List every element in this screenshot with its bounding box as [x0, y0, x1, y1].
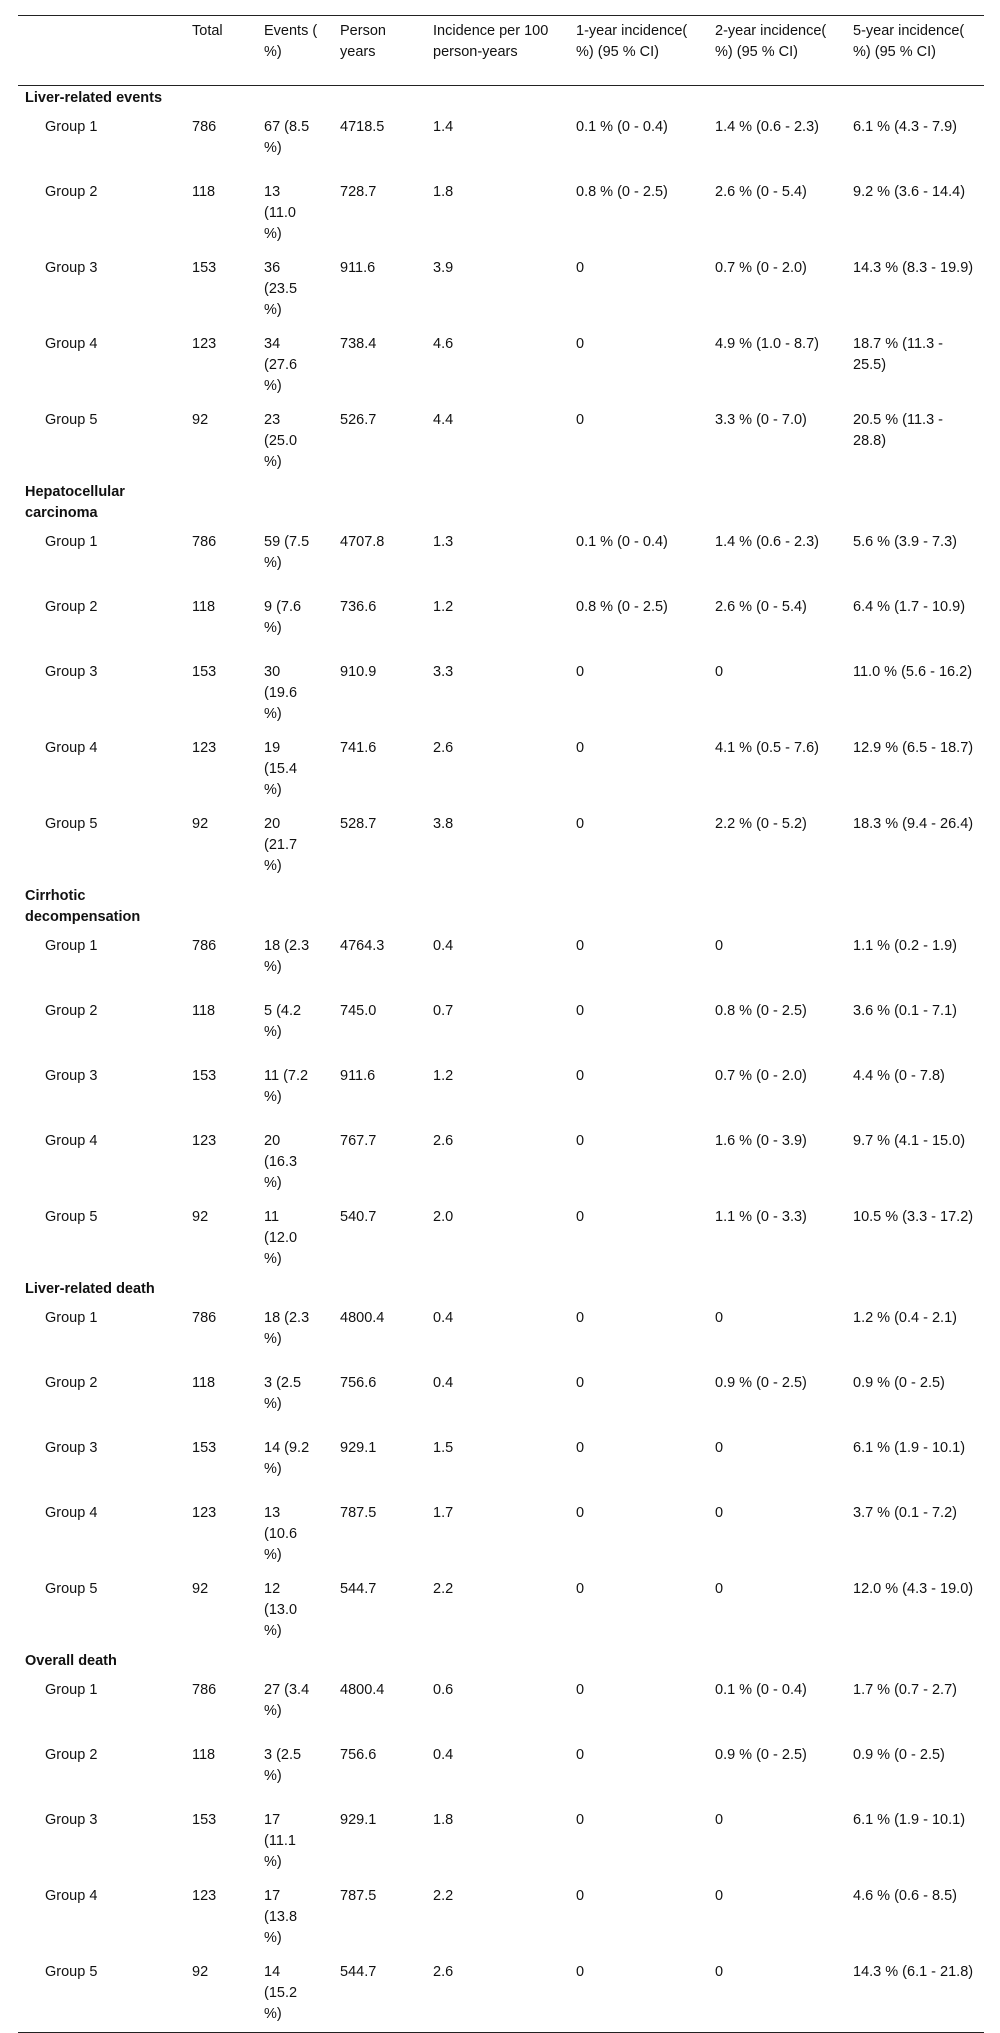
section-empty-cell	[708, 1649, 846, 1674]
cell-incidence-2-year: 0	[715, 1888, 724, 1904]
cell-incidence-per-100: 1.5	[433, 1440, 454, 1456]
cell-group-name: Group 1	[45, 1310, 98, 1326]
cell-incidence-1-year: 0	[576, 1505, 585, 1521]
section-title: Hepatocellular carcinoma	[25, 484, 125, 521]
cell-events: 3 (2.5 %)	[264, 1375, 302, 1412]
table-row	[18, 1367, 984, 1432]
cell-incidence-5-year: 6.4 % (1.7 - 10.9)	[853, 599, 966, 615]
cell-person-years: 929.1	[340, 1812, 377, 1828]
cell-total: 123	[192, 1505, 217, 1521]
cell-incidence-per-100: 3.3	[433, 664, 454, 680]
cell-events: 13 (11.0 %)	[264, 184, 296, 242]
cell-incidence-2-year: 0.8 % (0 - 2.5)	[715, 1003, 807, 1019]
cell-incidence-2-year: 2.6 % (0 - 5.4)	[715, 184, 807, 200]
cell-incidence-5-year: 4.6 % (0.6 - 8.5)	[853, 1888, 957, 1904]
cell-incidence-1-year: 0	[576, 1209, 585, 1225]
cell-incidence-1-year: 0.1 % (0 - 0.4)	[576, 119, 668, 135]
table-header	[18, 16, 984, 86]
cell-total: 153	[192, 1440, 217, 1456]
section-empty-cell	[333, 480, 426, 526]
cell-incidence-2-year: 0	[715, 1505, 724, 1521]
cell-total: 786	[192, 1682, 217, 1698]
section-empty-cell	[846, 884, 984, 930]
section-empty-cell	[708, 86, 846, 112]
table-row	[18, 111, 984, 176]
cell-incidence-2-year: 1.1 % (0 - 3.3)	[715, 1209, 807, 1225]
cell-incidence-1-year: 0	[576, 938, 585, 954]
cell-total: 118	[192, 1375, 216, 1391]
cell-incidence-1-year: 0	[576, 1310, 585, 1326]
section-empty-cell	[846, 480, 984, 526]
cell-person-years: 4764.3	[340, 938, 385, 954]
cell-incidence-2-year: 0.7 % (0 - 2.0)	[715, 260, 807, 276]
section-empty-cell	[708, 884, 846, 930]
cell-incidence-1-year: 0	[576, 664, 585, 680]
cell-person-years: 738.4	[340, 336, 377, 352]
cell-events: 18 (2.3 %)	[264, 1310, 310, 1347]
cell-incidence-2-year: 4.1 % (0.5 - 7.6)	[715, 740, 819, 756]
cell-group-name: Group 5	[45, 412, 98, 428]
cell-incidence-1-year: 0	[576, 260, 585, 276]
cell-group-name: Group 3	[45, 1812, 98, 1828]
cell-incidence-1-year: 0	[576, 1964, 585, 1980]
cell-incidence-per-100: 4.6	[433, 336, 454, 352]
cell-group-name: Group 3	[45, 260, 98, 276]
table-row	[18, 591, 984, 656]
cell-incidence-1-year: 0.8 % (0 - 2.5)	[576, 599, 668, 615]
cell-group-name: Group 5	[45, 1209, 98, 1225]
table-row	[18, 404, 984, 480]
table-row	[18, 732, 984, 808]
cell-incidence-1-year: 0	[576, 740, 585, 756]
header-cell-2-year-incidence: 2-year incidence( %) (95 % CI)	[715, 23, 827, 60]
cell-person-years: 736.6	[340, 599, 377, 615]
section-title: Overall death	[25, 1653, 117, 1669]
cell-person-years: 526.7	[340, 412, 377, 428]
cell-person-years: 911.6	[340, 260, 376, 276]
cell-incidence-5-year: 3.6 % (0.1 - 7.1)	[853, 1003, 957, 1019]
cell-events: 14 (9.2 %)	[264, 1440, 310, 1477]
cell-incidence-2-year: 2.2 % (0 - 5.2)	[715, 816, 807, 832]
cell-total: 92	[192, 1581, 209, 1597]
cell-person-years: 787.5	[340, 1888, 377, 1904]
cell-total: 92	[192, 412, 209, 428]
cell-incidence-2-year: 0	[715, 664, 724, 680]
cell-incidence-per-100: 4.4	[433, 412, 454, 428]
cell-total: 118	[192, 1003, 216, 1019]
table-row	[18, 1804, 984, 1880]
cell-incidence-per-100: 3.8	[433, 816, 454, 832]
cell-total: 786	[192, 938, 217, 954]
header-row	[18, 16, 984, 86]
header-cell-incidence-per-100: Incidence per 100 person-years	[433, 23, 549, 60]
cell-person-years: 741.6	[340, 740, 377, 756]
cell-person-years: 929.1	[340, 1440, 377, 1456]
section-empty-cell	[426, 1649, 569, 1674]
incidence-table-container	[18, 15, 984, 2033]
header-cell-5-year-incidence: 5-year incidence( %) (95 % CI)	[853, 23, 965, 60]
cell-incidence-2-year: 4.9 % (1.0 - 8.7)	[715, 336, 819, 352]
cell-incidence-1-year: 0	[576, 1581, 585, 1597]
header-cell-total: Total	[192, 23, 223, 39]
section-empty-cell	[569, 1277, 708, 1302]
cell-incidence-1-year: 0	[576, 412, 585, 428]
cell-group-name: Group 2	[45, 184, 98, 200]
cell-incidence-5-year: 12.0 % (4.3 - 19.0)	[853, 1581, 974, 1597]
cell-incidence-5-year: 6.1 % (4.3 - 7.9)	[853, 119, 957, 135]
section-empty-cell	[333, 86, 426, 112]
cell-incidence-2-year: 2.6 % (0 - 5.4)	[715, 599, 807, 615]
cell-total: 153	[192, 1068, 217, 1084]
cell-group-name: Group 4	[45, 1505, 98, 1521]
cell-total: 123	[192, 740, 217, 756]
cell-total: 92	[192, 1964, 209, 1980]
table-row	[18, 252, 984, 328]
cell-person-years: 540.7	[340, 1209, 377, 1225]
cell-person-years: 756.6	[340, 1747, 377, 1763]
cell-group-name: Group 5	[45, 1964, 98, 1980]
cell-incidence-per-100: 1.8	[433, 184, 454, 200]
cell-incidence-5-year: 1.7 % (0.7 - 2.7)	[853, 1682, 957, 1698]
cell-person-years: 728.7	[340, 184, 377, 200]
cell-incidence-2-year: 0.7 % (0 - 2.0)	[715, 1068, 807, 1084]
section-empty-cell	[257, 480, 333, 526]
cell-incidence-2-year: 1.4 % (0.6 - 2.3)	[715, 534, 819, 550]
cell-events: 9 (7.6 %)	[264, 599, 302, 636]
section-header-row	[18, 884, 984, 930]
cell-incidence-5-year: 9.7 % (4.1 - 15.0)	[853, 1133, 966, 1149]
cell-total: 123	[192, 1888, 217, 1904]
cell-total: 153	[192, 260, 217, 276]
cell-incidence-per-100: 0.7	[433, 1003, 454, 1019]
cell-incidence-2-year: 0.9 % (0 - 2.5)	[715, 1747, 807, 1763]
cell-group-name: Group 3	[45, 1440, 98, 1456]
section-empty-cell	[257, 86, 333, 112]
section-header-row	[18, 1277, 984, 1302]
cell-total: 153	[192, 664, 217, 680]
cell-incidence-per-100: 2.0	[433, 1209, 454, 1225]
header-cell-person-years: Person years	[340, 23, 386, 60]
section-title: Liver-related death	[25, 1281, 155, 1297]
cell-events: 18 (2.3 %)	[264, 938, 310, 975]
table-row	[18, 808, 984, 884]
table-row	[18, 656, 984, 732]
cell-total: 153	[192, 1812, 217, 1828]
section-header-row	[18, 480, 984, 526]
table-row	[18, 995, 984, 1060]
cell-incidence-2-year: 0.9 % (0 - 2.5)	[715, 1375, 807, 1391]
cell-incidence-per-100: 0.4	[433, 1747, 454, 1763]
section-empty-cell	[426, 1277, 569, 1302]
cell-events: 13 (10.6 %)	[264, 1505, 298, 1563]
table-body	[18, 86, 984, 2033]
cell-events: 20 (21.7 %)	[264, 816, 298, 874]
cell-incidence-per-100: 1.7	[433, 1505, 454, 1521]
cell-incidence-per-100: 1.2	[433, 1068, 454, 1084]
cell-incidence-1-year: 0	[576, 1440, 585, 1456]
cell-incidence-2-year: 0	[715, 1812, 724, 1828]
table-row	[18, 1956, 984, 2033]
cell-person-years: 787.5	[340, 1505, 377, 1521]
cell-incidence-1-year: 0	[576, 1003, 585, 1019]
cell-group-name: Group 4	[45, 740, 98, 756]
cell-person-years: 4718.5	[340, 119, 385, 135]
cell-events: 12 (13.0 %)	[264, 1581, 298, 1639]
cell-total: 118	[192, 599, 216, 615]
cell-events: 19 (15.4 %)	[264, 740, 298, 798]
table-row	[18, 1880, 984, 1956]
cell-events: 27 (3.4 %)	[264, 1682, 310, 1719]
cell-incidence-2-year: 1.6 % (0 - 3.9)	[715, 1133, 807, 1149]
cell-incidence-1-year: 0	[576, 1133, 585, 1149]
cell-incidence-per-100: 0.4	[433, 1310, 454, 1326]
cell-events: 14 (15.2 %)	[264, 1964, 298, 2022]
cell-group-name: Group 2	[45, 1747, 98, 1763]
cell-incidence-per-100: 0.4	[433, 1375, 454, 1391]
cell-incidence-1-year: 0	[576, 1375, 585, 1391]
cell-incidence-1-year: 0	[576, 1682, 585, 1698]
table-row	[18, 1739, 984, 1804]
cell-incidence-5-year: 6.1 % (1.9 - 10.1)	[853, 1812, 966, 1828]
cell-incidence-2-year: 0.1 % (0 - 0.4)	[715, 1682, 807, 1698]
cell-incidence-5-year: 1.1 % (0.2 - 1.9)	[853, 938, 957, 954]
section-empty-cell	[333, 884, 426, 930]
cell-group-name: Group 1	[45, 119, 98, 135]
cell-total: 786	[192, 534, 217, 550]
header-cell-1-year-incidence: 1-year incidence( %) (95 % CI)	[576, 23, 688, 60]
table-row	[18, 176, 984, 252]
section-empty-cell	[426, 480, 569, 526]
cell-total: 118	[192, 184, 216, 200]
table-row	[18, 1060, 984, 1125]
cell-incidence-per-100: 3.9	[433, 260, 454, 276]
cell-group-name: Group 1	[45, 938, 98, 954]
section-empty-cell	[708, 1277, 846, 1302]
cell-group-name: Group 2	[45, 1375, 98, 1391]
section-empty-cell	[185, 884, 257, 930]
cell-total: 786	[192, 1310, 217, 1326]
cell-incidence-per-100: 2.6	[433, 1964, 454, 1980]
cell-events: 17 (11.1 %)	[264, 1812, 296, 1870]
cell-events: 17 (13.8 %)	[264, 1888, 298, 1946]
cell-events: 11 (12.0 %)	[264, 1209, 298, 1267]
section-empty-cell	[569, 884, 708, 930]
cell-person-years: 544.7	[340, 1964, 377, 1980]
cell-person-years: 544.7	[340, 1581, 377, 1597]
cell-incidence-5-year: 18.7 % (11.3 - 25.5)	[853, 336, 944, 373]
cell-incidence-5-year: 6.1 % (1.9 - 10.1)	[853, 1440, 966, 1456]
section-empty-cell	[426, 86, 569, 112]
cell-incidence-per-100: 1.2	[433, 599, 454, 615]
cell-incidence-5-year: 0.9 % (0 - 2.5)	[853, 1747, 945, 1763]
section-empty-cell	[846, 1277, 984, 1302]
cell-person-years: 910.9	[340, 664, 377, 680]
cell-incidence-per-100: 2.6	[433, 740, 454, 756]
table-row	[18, 930, 984, 995]
section-empty-cell	[569, 86, 708, 112]
cell-incidence-5-year: 14.3 % (6.1 - 21.8)	[853, 1964, 974, 1980]
cell-total: 92	[192, 1209, 209, 1225]
cell-incidence-5-year: 0.9 % (0 - 2.5)	[853, 1375, 945, 1391]
cell-group-name: Group 2	[45, 1003, 98, 1019]
section-title: Liver-related events	[25, 90, 163, 106]
section-empty-cell	[185, 480, 257, 526]
cell-incidence-2-year: 0	[715, 1310, 724, 1326]
cell-person-years: 4800.4	[340, 1682, 385, 1698]
cell-incidence-per-100: 2.2	[433, 1581, 454, 1597]
cell-incidence-5-year: 1.2 % (0.4 - 2.1)	[853, 1310, 957, 1326]
table-row	[18, 1302, 984, 1367]
cell-events: 20 (16.3 %)	[264, 1133, 298, 1191]
cell-incidence-2-year: 0	[715, 1964, 724, 1980]
table-row	[18, 1573, 984, 1649]
cell-events: 36 (23.5 %)	[264, 260, 298, 318]
section-header-row	[18, 1649, 984, 1674]
table-row	[18, 1201, 984, 1277]
section-empty-cell	[257, 1649, 333, 1674]
section-title: Cirrhotic decompensation	[25, 888, 141, 925]
cell-incidence-5-year: 4.4 % (0 - 7.8)	[853, 1068, 945, 1084]
cell-incidence-5-year: 9.2 % (3.6 - 14.4)	[853, 184, 966, 200]
cell-events: 23 (25.0 %)	[264, 412, 298, 470]
cell-incidence-5-year: 14.3 % (8.3 - 19.9)	[853, 260, 974, 276]
cell-group-name: Group 3	[45, 1068, 98, 1084]
cell-total: 123	[192, 1133, 217, 1149]
section-empty-cell	[708, 480, 846, 526]
cell-incidence-1-year: 0	[576, 1068, 585, 1084]
cell-incidence-5-year: 12.9 % (6.5 - 18.7)	[853, 740, 974, 756]
cell-incidence-1-year: 0	[576, 816, 585, 832]
cell-incidence-2-year: 0	[715, 1581, 724, 1597]
cell-events: 11 (7.2 %)	[264, 1068, 309, 1105]
cell-incidence-5-year: 5.6 % (3.9 - 7.3)	[853, 534, 957, 550]
cell-incidence-5-year: 3.7 % (0.1 - 7.2)	[853, 1505, 957, 1521]
cell-events: 67 (8.5 %)	[264, 119, 310, 156]
cell-total: 123	[192, 336, 217, 352]
cell-incidence-per-100: 2.2	[433, 1888, 454, 1904]
cell-incidence-1-year: 0	[576, 1888, 585, 1904]
cell-incidence-2-year: 1.4 % (0.6 - 2.3)	[715, 119, 819, 135]
cell-person-years: 767.7	[340, 1133, 377, 1149]
cell-incidence-2-year: 0	[715, 1440, 724, 1456]
cell-group-name: Group 4	[45, 1133, 98, 1149]
cell-incidence-5-year: 11.0 % (5.6 - 16.2)	[853, 664, 973, 680]
cell-events: 59 (7.5 %)	[264, 534, 310, 571]
section-empty-cell	[846, 1649, 984, 1674]
cell-events: 3 (2.5 %)	[264, 1747, 302, 1784]
cell-events: 34 (27.6 %)	[264, 336, 298, 394]
table-row	[18, 1125, 984, 1201]
cell-incidence-1-year: 0	[576, 1747, 585, 1763]
cell-group-name: Group 3	[45, 664, 98, 680]
cell-incidence-per-100: 0.4	[433, 938, 454, 954]
cell-incidence-2-year: 3.3 % (0 - 7.0)	[715, 412, 807, 428]
cell-person-years: 911.6	[340, 1068, 376, 1084]
section-empty-cell	[333, 1649, 426, 1674]
incidence-table	[18, 15, 984, 2033]
table-row	[18, 526, 984, 591]
table-row	[18, 1497, 984, 1573]
table-row	[18, 328, 984, 404]
cell-group-name: Group 4	[45, 1888, 98, 1904]
cell-events: 30 (19.6 %)	[264, 664, 298, 722]
section-empty-cell	[426, 884, 569, 930]
cell-group-name: Group 1	[45, 534, 98, 550]
table-row	[18, 1674, 984, 1739]
header-cell-blank	[18, 16, 185, 86]
header-cell-events: Events ( %)	[264, 23, 318, 60]
section-empty-cell	[846, 86, 984, 112]
cell-group-name: Group 1	[45, 1682, 98, 1698]
cell-person-years: 4800.4	[340, 1310, 385, 1326]
cell-incidence-per-100: 1.4	[433, 119, 454, 135]
cell-total: 92	[192, 816, 209, 832]
cell-incidence-1-year: 0.1 % (0 - 0.4)	[576, 534, 668, 550]
cell-group-name: Group 2	[45, 599, 98, 615]
cell-incidence-2-year: 0	[715, 938, 724, 954]
cell-incidence-1-year: 0	[576, 1812, 585, 1828]
section-empty-cell	[257, 884, 333, 930]
cell-person-years: 756.6	[340, 1375, 377, 1391]
cell-group-name: Group 4	[45, 336, 98, 352]
section-empty-cell	[185, 1649, 257, 1674]
cell-incidence-5-year: 10.5 % (3.3 - 17.2)	[853, 1209, 974, 1225]
cell-group-name: Group 5	[45, 816, 98, 832]
cell-incidence-per-100: 0.6	[433, 1682, 454, 1698]
section-empty-cell	[185, 1277, 257, 1302]
cell-total: 786	[192, 119, 217, 135]
section-empty-cell	[257, 1277, 333, 1302]
section-empty-cell	[569, 1649, 708, 1674]
cell-incidence-per-100: 2.6	[433, 1133, 454, 1149]
cell-incidence-5-year: 20.5 % (11.3 - 28.8)	[853, 412, 944, 449]
cell-group-name: Group 5	[45, 1581, 98, 1597]
cell-person-years: 745.0	[340, 1003, 377, 1019]
cell-incidence-1-year: 0.8 % (0 - 2.5)	[576, 184, 668, 200]
cell-events: 5 (4.2 %)	[264, 1003, 302, 1040]
section-empty-cell	[185, 86, 257, 112]
section-empty-cell	[569, 480, 708, 526]
cell-person-years: 528.7	[340, 816, 377, 832]
table-row	[18, 1432, 984, 1497]
cell-incidence-per-100: 1.8	[433, 1812, 454, 1828]
section-empty-cell	[333, 1277, 426, 1302]
cell-incidence-per-100: 1.3	[433, 534, 454, 550]
cell-incidence-5-year: 18.3 % (9.4 - 26.4)	[853, 816, 974, 832]
cell-person-years: 4707.8	[340, 534, 385, 550]
section-header-row	[18, 86, 984, 112]
cell-incidence-1-year: 0	[576, 336, 585, 352]
cell-total: 118	[192, 1747, 216, 1763]
